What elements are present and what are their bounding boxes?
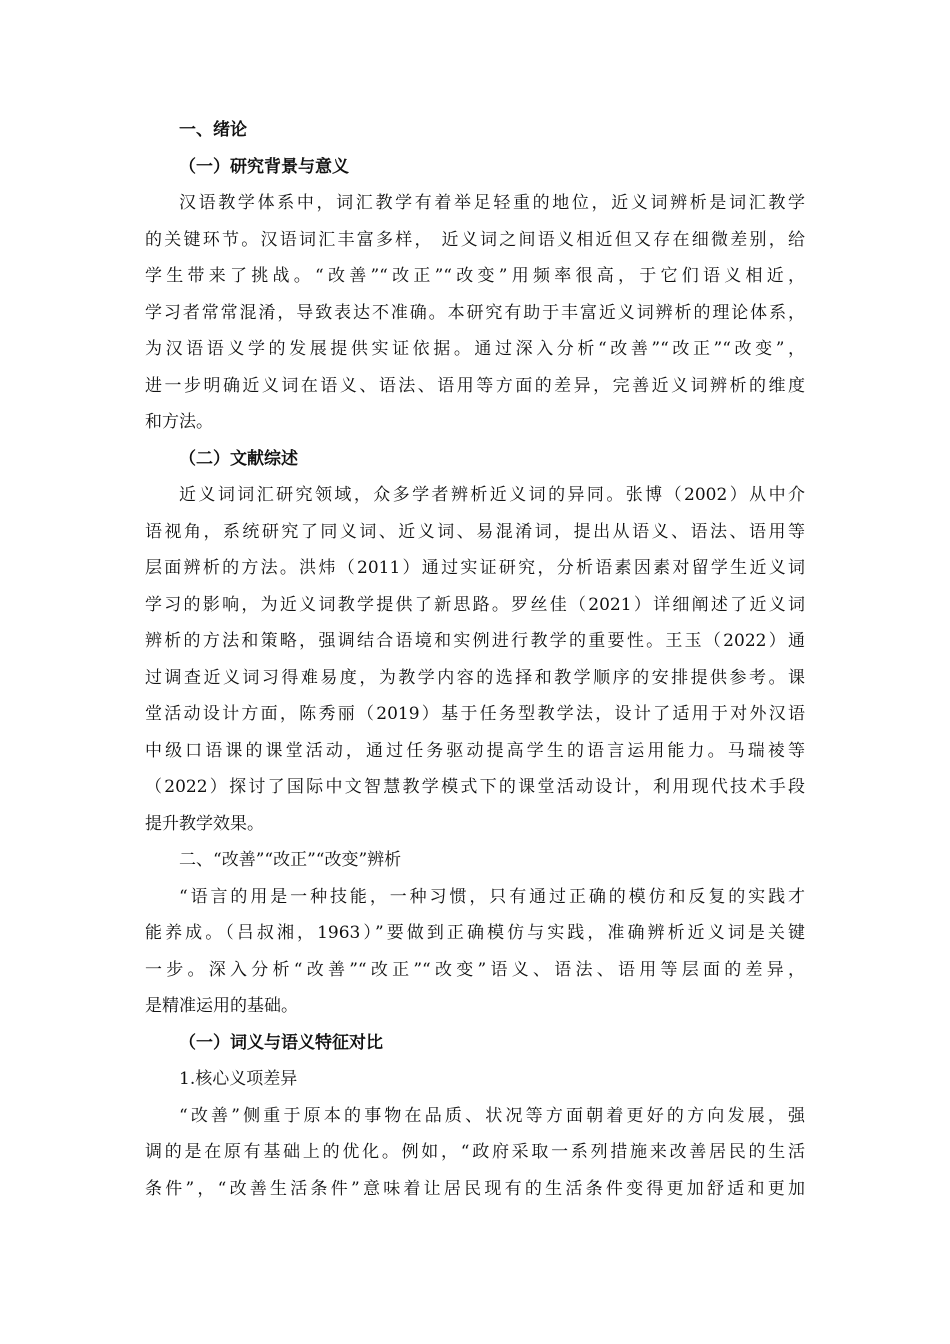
paragraph-line: （2022）探讨了国际中文智慧教学模式下的课堂活动设计，利用现代技术手段: [145, 777, 805, 797]
paragraph-line: 提升教学效果。: [145, 813, 264, 834]
paragraph-line: 辨析的方法和策略，强调结合语境和实例进行教学的重要性。王玉（2022）通: [145, 631, 805, 651]
paragraph-line: 学生带来了挑战。“改善”“改正”“改变”用频率很高，于它们语义相近，: [145, 266, 805, 286]
paragraph-line: 条件”，“改善生活条件”意味着让居民现有的生活条件变得更加舒适和更加: [145, 1178, 805, 1199]
paragraph-core-meaning: [145, 1098, 805, 1208]
section-heading-introduction: 一、绪论: [179, 120, 247, 140]
paragraph-line: 为汉语语义学的发展提供实证依据。通过深入分析“改善”“改正”“改变”，: [145, 339, 805, 359]
paragraph-line: 学习者常常混淆，导致表达不准确。本研究有助于丰富近义词辨析的理论体系，: [145, 302, 805, 323]
paragraph-line: 堂活动设计方面，陈秀丽（2019）基于任务型教学法，设计了适用于对外汉语: [145, 704, 805, 724]
subsection-heading-background: （一）研究背景与意义: [179, 156, 349, 177]
paragraph-line: 调的是在原有基础上的优化。例如，“政府采取一系列措施来改善居民的生活: [145, 1142, 805, 1162]
paragraph-literature-review: [145, 477, 805, 842]
paragraph-line: 能养成。（吕叔湘，1963）”要做到正确模仿与实践，准确辨析近义词是关键: [145, 923, 805, 943]
subsubsection-heading-core-meaning: 1.核心义项差异: [179, 1069, 298, 1089]
paragraph-line: 过调查近义词习得难易度，为教学内容的选择和教学顺序的安排提供参考。课: [145, 667, 805, 688]
paragraph-line: “语言的用是一种技能，一种习惯，只有通过正确的模仿和反复的实践才: [179, 886, 805, 907]
paragraph-line: 是精准运用的基础。: [145, 996, 298, 1016]
paragraph-line: 和方法。: [145, 412, 213, 432]
subsection-heading-semantic-comparison: （一）词义与语义特征对比: [179, 1032, 383, 1053]
paragraph-line: 语视角，系统研究了同义词、近义词、易混淆词，提出从语义、语法、语用等: [145, 521, 805, 542]
paragraph-analysis-intro: [145, 879, 805, 1025]
paragraph-line: 中级口语课的课堂活动，通过任务驱动提高学生的语言运用能力。马瑞祾等: [145, 740, 805, 761]
paragraph-line: 层面辨析的方法。洪炜（2011）通过实证研究，分析语素因素对留学生近义词: [145, 558, 805, 578]
subsection-heading-literature-review: （二）文献综述: [179, 448, 298, 469]
paragraph-line: “改善”侧重于原本的事物在品质、状况等方面朝着更好的方向发展，强: [179, 1105, 805, 1126]
paragraph-line: 一步。深入分析“改善”“改正”“改变”语义、语法、语用等层面的差异，: [145, 959, 805, 980]
paragraph-line: 汉语教学体系中，词汇教学有着举足轻重的地位，近义词辨析是词汇教学: [179, 193, 805, 213]
paragraph-line: 的关键环节。汉语词汇丰富多样， 近义词之间语义相近但又存在细微差别，给: [145, 229, 805, 250]
document-body: [145, 112, 805, 1207]
section-heading-analysis: 二、“改善”“改正”“改变”辨析: [179, 850, 402, 870]
paragraph-line: 学习的影响，为近义词教学提供了新思路。罗丝佳（2021）详细阐述了近义词: [145, 594, 805, 615]
paragraph-line: 近义词词汇研究领域，众多学者辨析近义词的异同。张博（2002）从中介: [179, 485, 805, 505]
paragraph-background: [145, 185, 805, 441]
paragraph-line: 进一步明确近义词在语义、语法、语用等方面的差异，完善近义词辨析的维度: [145, 375, 805, 396]
